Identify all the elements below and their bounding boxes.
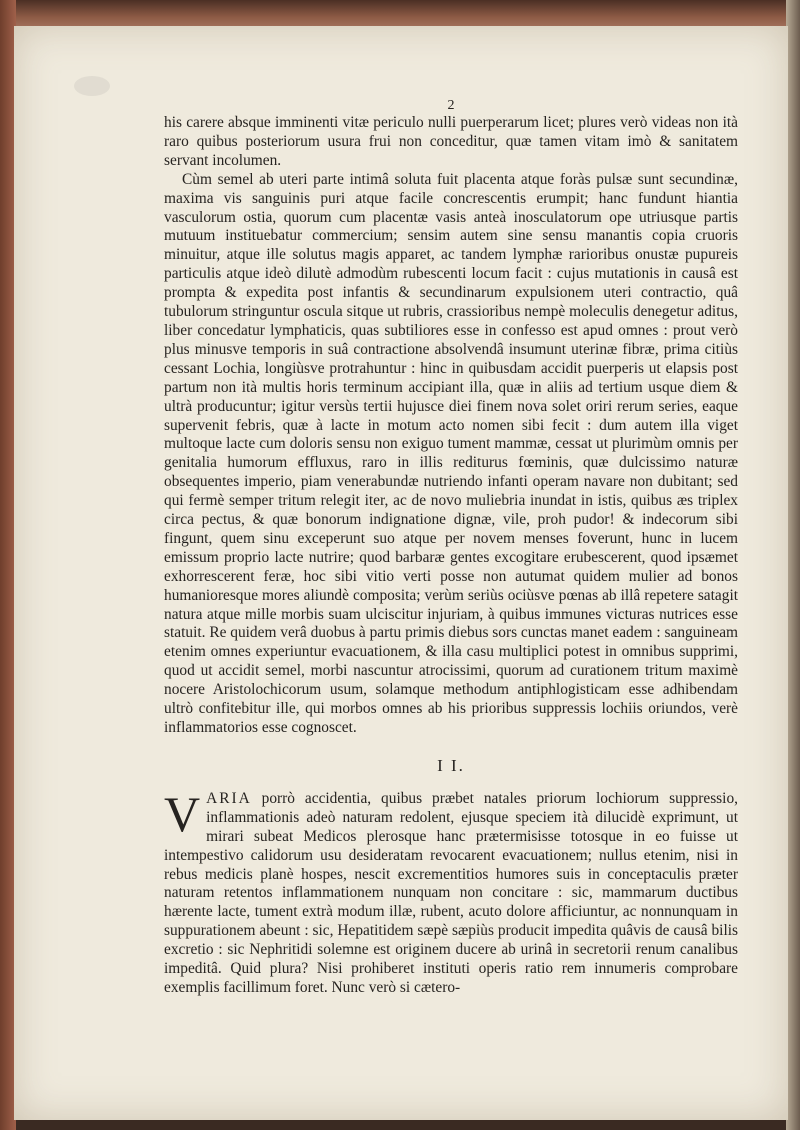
- section-paragraph: [164, 785, 738, 998]
- page-content: [164, 98, 738, 998]
- book-page: [14, 26, 788, 1120]
- book-cover-top: [0, 0, 800, 28]
- page-number: 2: [447, 98, 455, 113]
- book-cover-right: [786, 0, 800, 1130]
- section-text: porrò accidentia, quibus præbet natales priorum lochiorum suppressio, inflammationis adeò naturam redolent, ejusque speciem ità dilucidè exprimunt, ut mirari subeat Medicos plerosque hanc prætermisisse totosque in eo fuisse ut intempestivo calidorum usu desideratam revocarent evacuationem; nullus etenim, nisi in rebus medicis planè hospes, nescit excrementitios humores suis in conceptaculis præter naturam retentos inflammationem nunquam non concitare : sic, mammarum ductibus hærente lacte, tument extrà modum illæ, rubent, acuto dolore afficiuntur, ac nonnunquam in suppurationem abeunt : sic, Hepatitidem sæpè sæpiùs producit impedita quâvis de causâ bilis excretio : sic Nephritidi solemne est originem ducere ab urinâ in secretorii renum canalibus impeditâ. Quid plura? Nisi prohiberet instituti operis ratio rem innumeris comprobare exemplis facillimum foret. Nunc verò si cætero-: [164, 789, 738, 996]
- ink-stain: [74, 76, 110, 96]
- first-word: ARIA: [206, 789, 252, 807]
- paragraph-continued: his carere absque imminenti vitæ periculo nulli puerperarum licet; plures verò videas non ità raro quibus posteriorum usura frui non conceditur, quæ tamen vitam imò & sanitatem servant incolumen.: [164, 114, 738, 169]
- drop-cap: V: [164, 785, 201, 842]
- section-heading: I I.: [437, 755, 465, 775]
- paragraph-main: Cùm semel ab uteri parte intimâ soluta fuit placenta atque foràs pulsæ sunt secundinæ, maxima vis sanguinis puri atque facile concrescentis erumpit; hanc fundunt hiantia vasculorum ostia, quorum cum placentæ vasis anteà inosculatorum ope utriusque partis mutuum instituebatur commercium; sensim autem sine sensu manantis copia cruoris minuitur, atque ille solutus magis apparet, ac tandem lymphæ rarioribus onustæ pupureis particulis atque ideò dilutè admodùm rubescenti locum facit : cujus mutationis in causâ est prompta & expedita post infantis & secundinarum expulsionem uteri contractio, quâ tubulorum stringuntur oscula sitque ut rubris, crassioribus nempè moleculis denegetur aditus, liber concedatur lymphaticis, quas subtiliores esse in confesso est apud omnes : prout verò plus minusve temporis in suâ contractione absolvendâ insumunt uterinæ fibræ, prima citiùs cessant Lochia, longiùsve protrahuntur : hinc in quibusdam accidit puerperis ut elapsis post partum non ità multis horis terminum accipiant illa, quæ in aliis ad tertium usque diem & ultrà producuntur; igitur versùs tertii hujusce diei finem nova solet oriri rerum series, eaque supervenit febris, quæ à lacte in motum acto nomen sibi fecit : dum autem illa viget multoque lacte cum doloris sensu non exiguo tument mammæ, cessat ut plurimùm omnis per genitalia humorum effluxus, raro in illis rediturus fœminis, quæ dulcissimo naturæ obsequentes imperio, piam venerabundæ nutriendo infanti operam navare non dubitant; sed qui fermè semper tritum relegit iter, ac de novo muliebria inundat in istis, quibus æs triplex circa pectus, & quæ bonorum indignatione dignæ, vile, proh pudor! & indecorum sibi fingunt, quem sinu exceperunt suo atque per novem menses foverunt, hunc in lucem emissum proprio lacte nutrire; quod barbaræ gentes excogitare erubescerent, quod ipsæmet exhorrescerent feræ, hoc sibi vitio verti posse non autumat quidem mulier ad bonos humanioresque mores aliundè composita; verùm seriùs ociùsve pœnas ab illâ repetere satagit natura atque mille morbis suam ulciscitur injuriam, à quibus immunes victuras nutrices esse statuit. Re quidem verâ duobus à partu primis diebus sors cunctas manet eadem : sanguineam etenim omnes experiuntur evacuationem, & illa casu multiplici potest in omnibus supprimi, quod ut accidit semel, morbi nascuntur atrocissimi, quorum ad curationem tritum maximè nocere Aristolochicorum usum, solamque methodum antiphlogisticam esse adhibendam ultrò confitebitur ille, qui morbos omnes ab his prioribus suppressis lochiis oriundos, verè inflammatorios esse cognoscet.: [164, 170, 739, 736]
